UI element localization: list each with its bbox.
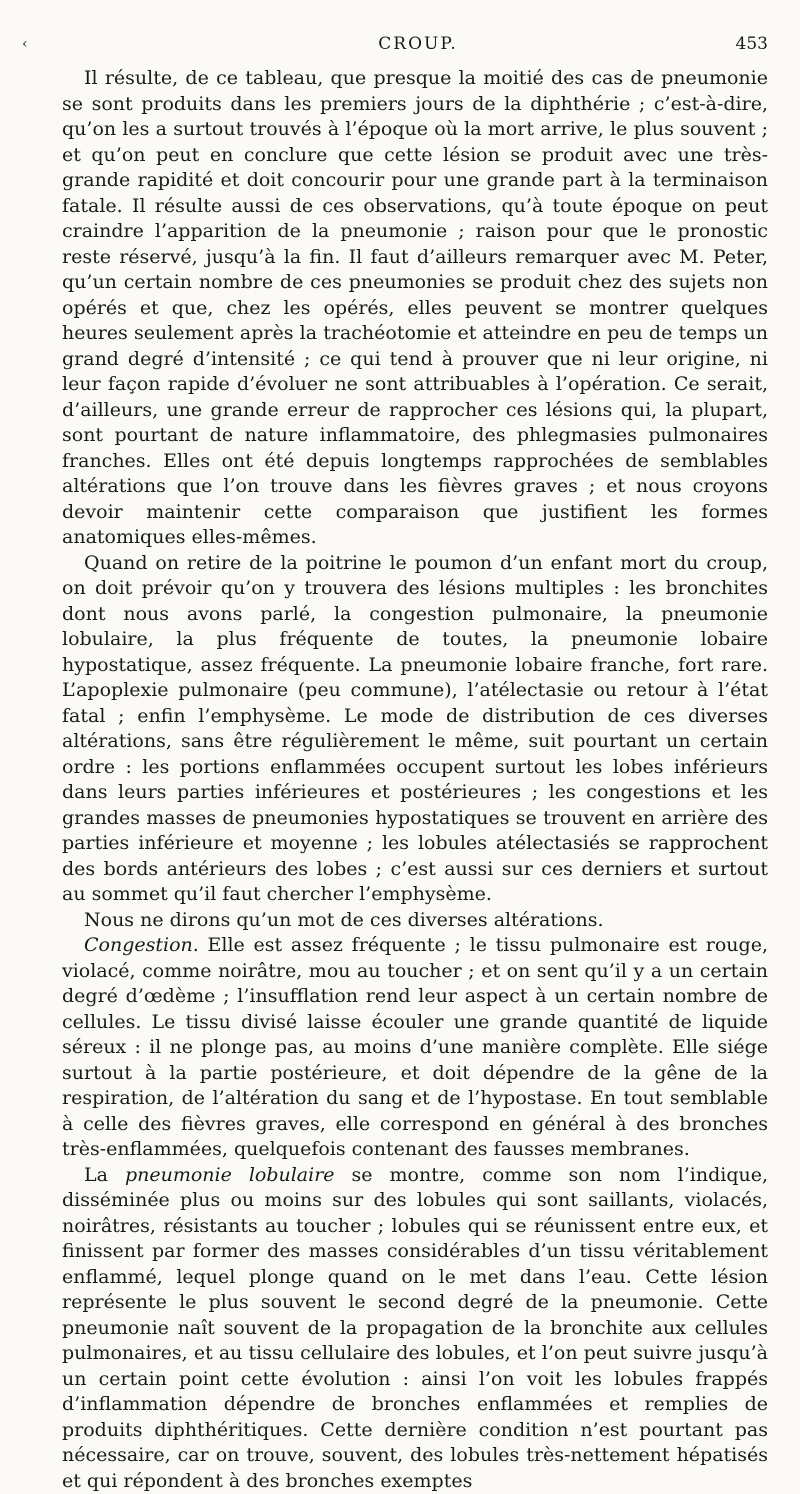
page-number: 453	[736, 34, 768, 54]
paragraph-lobular-pneumonia	[62, 1163, 768, 1494]
paragraph-pneumonia-timing: Il résulte, de ce tableau, que presque la moitié des cas de pneumonie se sont produits dans les premiers jours de la diphthérie ; c’est-à-dire, qu’on les a surtout trouvés à l’époque où la mort arrive, le plus souvent ; et qu’on peut en conclure que cette lésion se produit avec une très-grande rapidité et doit concourir pour une grande part à la terminaison fatale. Il résulte aussi de ces observations, qu’à toute époque on peut craindre l’apparition de la pneumonie ; raison pour que le pronostic reste réservé, jusqu’à la fin. Il faut d’ailleurs remarquer avec M. Peter, qu’un certain nombre de ces pneumonies se produit chez des sujets non opérés et que, chez les opérés, elles peuvent se montrer quelques heures seulement après la trachéotomie et atteindre en peu de temps un grand degré d’intensité ; ce qui tend à prouver que ni leur origine, ni leur façon rapide d’évoluer ne sont attribuables à l’opération. Ce serait, d’ailleurs, une grande erreur de rapprocher ces lésions qui, la plupart, sont pourtant de nature inflammatoire, des phlegmasies pulmonaires franches. Elles ont été depuis longtemps rapprochées de semblables altérations que l’on trouve dans les fièvres graves ; et nous croyons devoir maintenir cette comparaison que justifient les formes anatomiques elles-mêmes.	[62, 66, 768, 551]
margin-mark: ‹	[22, 36, 28, 52]
page-header	[62, 34, 774, 64]
paragraph-lung-lesions: Quand on retire de la poitrine le poumon d’un enfant mort du croup, on doit prévoir qu’on y trouvera des lésions multiples : les bronchites dont nous avons parlé, la congestion pulmonaire, la pneumonie lobulaire, la plus fréquente de toutes, la pneumonie lobaire hypostatique, assez fréquente. La pneumonie lobaire franche, fort rare. L’apoplexie pulmonaire (peu commune), l’atélectasie ou retour à l’état fatal ; enfin l’emphysème. Le mode de distribution de ces diverses altérations, sans être régulièrement le même, suit pourtant un certain ordre : les portions enflammées occupent surtout les lobes inférieurs dans leurs parties inférieures et postérieures ; les congestions et les grandes masses de pneumonies hypostatiques se trouvent en arrière des parties inférieure et moyenne ; les lobules atélectasiés se rapprochent des bords antérieurs des lobes ; c’est aussi sur ces derniers et surtout au sommet qu’il faut chercher l’emphysème.	[62, 551, 768, 908]
congestion-text: Elle est assez fréquente ; le tissu pulmonaire est rouge, violacé, comme noirâtre, mou au toucher ; et on sent qu’il y a un certain degré d’œdème ; l’insufflation rend leur aspect à un certain nombre de cellules. Le tissu divisé laisse écouler une grande quantité de liquide séreux : il ne plonge pas, au moins d’une manière complète. Elle siége surtout à la partie postérieure, et doit dépendre de la gêne de la respiration, de l’altération du sang et de l’hypostase. En tout semblable à celle des fièvres graves, elle correspond en général à des bronches très-enflammées, quelquefois contenant des fausses membranes.	[62, 934, 768, 1160]
body-text	[62, 66, 768, 1494]
paragraph-congestion	[62, 933, 768, 1163]
lobular-text: se montre, comme son nom l’indique, disséminée plus ou moins sur des lobules qui sont saillants, violacés, noirâtres, résistants au toucher ; lobules qui se réunissent entre eux, et finissent par former des masses considérables d’un tissu véritablement enflammé, lequel plonge quand on le met dans l’eau. Cette lésion représente le plus souvent le second degré de la pneumonie. Cette pneumonie naît souvent de la propagation de la bronchite aux cellules pulmonaires, et au tissu cellulaire des lobules, et l’on peut suivre jusqu’à un certain point cette évolution : ainsi l’on voit les lobules frappés d’inflammation dépendre de bronches enflammées et remplies de produits diphthéritiques. Cette dernière condition n’est pourtant pas nécessaire, car on trouve, souvent, des lobules très-nettement hépatisés et qui répondent à des bronches exemptes	[62, 1164, 768, 1492]
running-title: CROUP.	[62, 34, 774, 54]
lobular-pneumonia-term: pneumonie lobulaire	[125, 1164, 335, 1186]
congestion-heading: Congestion.	[84, 934, 199, 956]
lobular-intro: La	[84, 1164, 125, 1186]
paragraph-intro-alterations: Nous ne dirons qu’un mot de ces diverses altérations.	[62, 908, 768, 934]
